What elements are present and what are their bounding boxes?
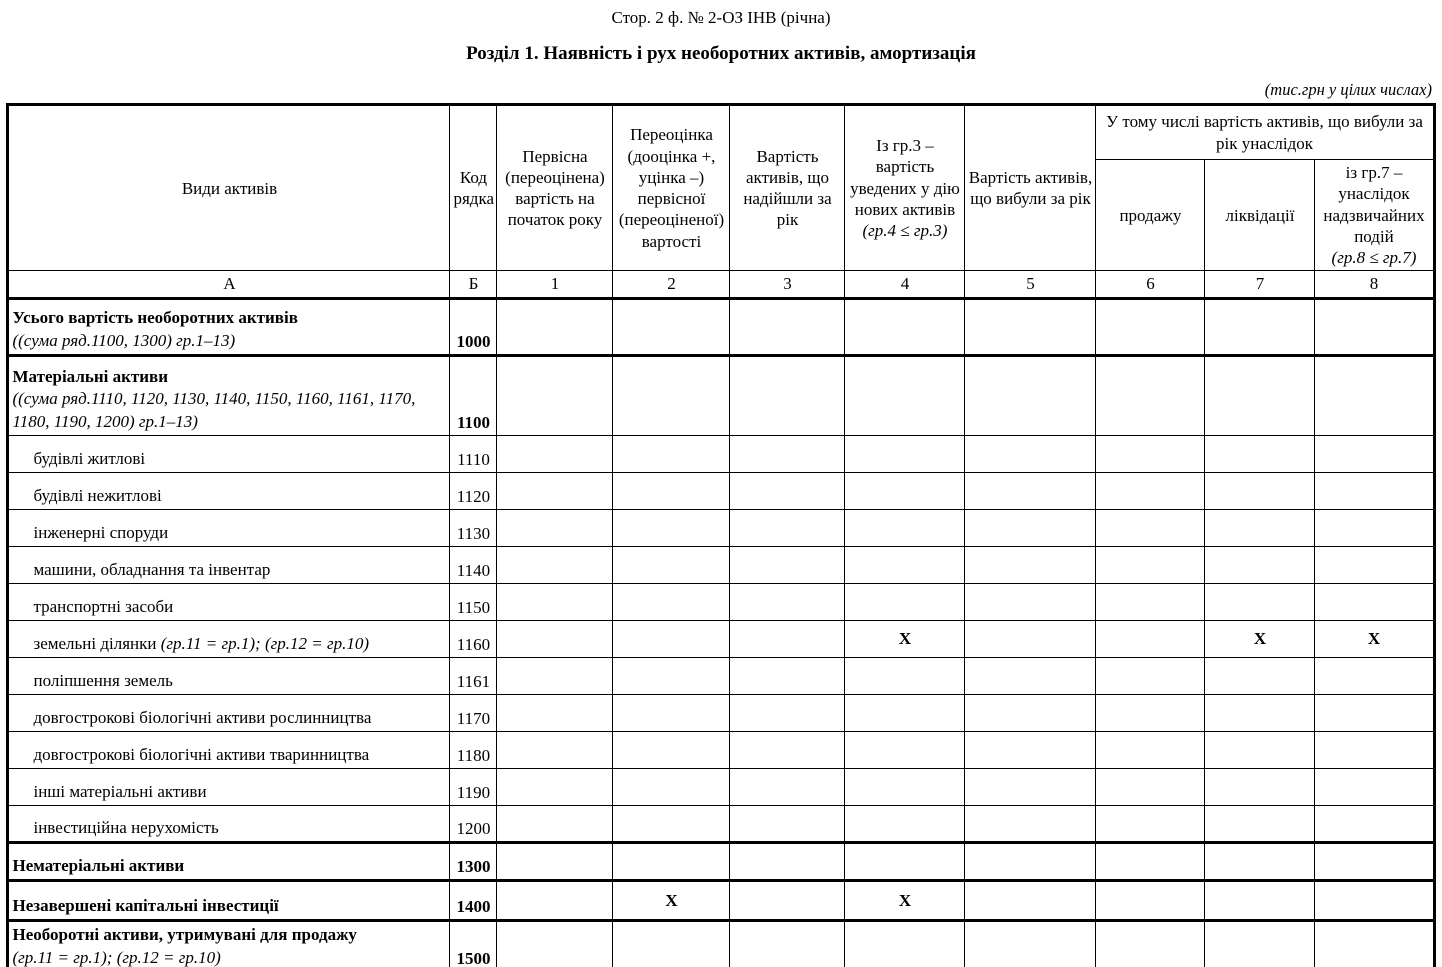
data-cell xyxy=(730,436,845,473)
data-cell xyxy=(730,356,845,436)
data-cell xyxy=(965,921,1096,967)
col-header-group-6-8: У тому числі вартість активів, що вибули за рік унаслідок xyxy=(1096,105,1434,160)
asset-title: Матеріальні активи xyxy=(12,366,169,386)
data-cell xyxy=(730,769,845,806)
asset-title: інвестиційна нерухомість xyxy=(33,817,219,837)
letter-cell-1: 1 xyxy=(497,271,613,299)
asset-title: інженерні споруди xyxy=(33,522,169,542)
asset-title: довгострокові біологічні активи рослинництва xyxy=(33,707,372,727)
data-cell xyxy=(1205,436,1315,473)
row-code: 1150 xyxy=(450,584,497,621)
data-cell xyxy=(1315,806,1434,843)
row-1160 xyxy=(8,621,1434,658)
data-cell xyxy=(965,356,1096,436)
letter-cell-5: 5 xyxy=(965,271,1096,299)
data-cell xyxy=(1315,436,1434,473)
data-cell xyxy=(965,769,1096,806)
asset-label-cell xyxy=(8,584,450,621)
col-header-types-of-assets: Види активів xyxy=(8,105,450,271)
data-cell xyxy=(1205,547,1315,584)
asset-label-cell xyxy=(8,732,450,769)
data-cell xyxy=(1096,695,1205,732)
data-cell xyxy=(1096,584,1205,621)
letter-cell-3: 3 xyxy=(730,271,845,299)
data-cell xyxy=(1205,732,1315,769)
data-cell xyxy=(613,769,730,806)
asset-title: транспортні засоби xyxy=(33,596,174,616)
header-row-top xyxy=(8,105,1434,160)
asset-title: інші матеріальні активи xyxy=(33,781,207,801)
data-cell xyxy=(1315,584,1434,621)
data-cell xyxy=(613,921,730,967)
row-1300 xyxy=(8,843,1434,881)
row-code: 1400 xyxy=(450,881,497,921)
row-code: 1200 xyxy=(450,806,497,843)
data-cell xyxy=(613,436,730,473)
asset-label-cell xyxy=(8,769,450,806)
data-cell xyxy=(613,473,730,510)
row-code: 1170 xyxy=(450,695,497,732)
col-header-4-new-assets xyxy=(845,105,965,271)
data-cell xyxy=(965,881,1096,921)
col-header-7-liquidation: ліквідації xyxy=(1205,160,1315,271)
asset-title: Незавершені капітальні інвестиції xyxy=(12,895,279,915)
data-cell xyxy=(1096,769,1205,806)
data-cell xyxy=(1096,299,1205,356)
data-cell xyxy=(730,584,845,621)
asset-title: поліпшення земель xyxy=(33,670,173,690)
data-cell xyxy=(1096,843,1205,881)
row-1150 xyxy=(8,584,1434,621)
row-1100 xyxy=(8,356,1434,436)
col-header-5-disposed: Вартість активів, що вибули за рік xyxy=(965,105,1096,271)
data-cell xyxy=(497,547,613,584)
col-header-6-sale: продажу xyxy=(1096,160,1205,271)
data-cell xyxy=(613,547,730,584)
data-cell xyxy=(1315,732,1434,769)
row-1400 xyxy=(8,881,1434,921)
data-cell xyxy=(1205,881,1315,921)
data-cell xyxy=(965,621,1096,658)
asset-label-cell xyxy=(8,299,450,356)
row-code: 1110 xyxy=(450,436,497,473)
column-letters-row xyxy=(8,271,1434,299)
row-1500 xyxy=(8,921,1434,967)
data-cell xyxy=(965,806,1096,843)
data-cell xyxy=(965,547,1096,584)
data-cell xyxy=(1315,769,1434,806)
asset-label-cell xyxy=(8,921,450,967)
data-cell xyxy=(965,843,1096,881)
data-cell xyxy=(1315,473,1434,510)
row-1180 xyxy=(8,732,1434,769)
data-cell xyxy=(613,658,730,695)
row-1130 xyxy=(8,510,1434,547)
data-cell xyxy=(1096,436,1205,473)
data-cell xyxy=(845,695,965,732)
data-cell xyxy=(845,658,965,695)
col-header-3-received: Вартість активів, що надійшли за рік xyxy=(730,105,845,271)
data-cell xyxy=(497,436,613,473)
row-code: 1130 xyxy=(450,510,497,547)
data-cell xyxy=(1096,921,1205,967)
data-cell xyxy=(613,356,730,436)
letter-cell-a: А xyxy=(8,271,450,299)
data-cell xyxy=(730,881,845,921)
data-cell xyxy=(497,621,613,658)
data-cell xyxy=(965,658,1096,695)
data-cell xyxy=(1205,584,1315,621)
letter-cell-4: 4 xyxy=(845,271,965,299)
data-cell xyxy=(965,436,1096,473)
data-cell xyxy=(845,299,965,356)
asset-title: машини, обладнання та інвентар xyxy=(33,559,271,579)
data-cell xyxy=(613,695,730,732)
data-cell xyxy=(730,695,845,732)
data-cell xyxy=(730,921,845,967)
asset-title: будівлі житлові xyxy=(33,448,146,468)
units-note: (тис.грн у цілих числах) xyxy=(1264,80,1432,99)
data-cell xyxy=(1315,299,1434,356)
data-cell xyxy=(497,806,613,843)
x-mark-cell: X xyxy=(845,881,965,921)
asset-title: Необоротні активи, утримувані для продажу xyxy=(12,925,357,945)
data-cell xyxy=(845,806,965,843)
col-header-8-text: із гр.7 – унаслідок надзвичайних подій xyxy=(1323,163,1425,246)
data-cell xyxy=(845,473,965,510)
row-1140 xyxy=(8,547,1434,584)
asset-note: (гр.11 = гр.1); (гр.12 = гр.10) xyxy=(160,633,370,653)
row-1190 xyxy=(8,769,1434,806)
data-cell xyxy=(1205,769,1315,806)
asset-label-cell xyxy=(8,436,450,473)
data-cell xyxy=(730,547,845,584)
asset-note: ((сума ряд.1110, 1120, 1130, 1140, 1150, 1160, 1161, 1170, 1180, 1190, 1200) гр.1–13) xyxy=(12,389,416,431)
data-cell xyxy=(730,510,845,547)
data-cell xyxy=(845,921,965,967)
data-cell xyxy=(1205,695,1315,732)
data-cell xyxy=(730,806,845,843)
data-cell xyxy=(1315,510,1434,547)
data-cell xyxy=(845,510,965,547)
data-cell xyxy=(845,436,965,473)
asset-note: ((сума ряд.1100, 1300) гр.1–13) xyxy=(12,330,236,350)
col-header-8-note: (гр.8 ≤ гр.7) xyxy=(1331,248,1417,267)
asset-label-cell xyxy=(8,658,450,695)
x-mark-cell: X xyxy=(1205,621,1315,658)
data-cell xyxy=(497,473,613,510)
row-code: 1140 xyxy=(450,547,497,584)
row-code: 1120 xyxy=(450,473,497,510)
data-cell xyxy=(1205,510,1315,547)
data-cell xyxy=(1096,356,1205,436)
row-code: 1161 xyxy=(450,658,497,695)
asset-label-cell xyxy=(8,356,450,436)
data-cell xyxy=(613,732,730,769)
data-cell xyxy=(1205,473,1315,510)
data-cell xyxy=(1096,621,1205,658)
data-cell xyxy=(965,732,1096,769)
row-code: 1180 xyxy=(450,732,497,769)
data-cell xyxy=(1205,299,1315,356)
letter-cell-7: 7 xyxy=(1205,271,1315,299)
data-cell xyxy=(613,806,730,843)
data-cell xyxy=(845,547,965,584)
col-header-1-initial-value: Первісна (переоцінена) вартість на початок року xyxy=(497,105,613,271)
data-cell xyxy=(1096,806,1205,843)
data-cell xyxy=(730,299,845,356)
row-code: 1300 xyxy=(450,843,497,881)
letter-cell-b: Б xyxy=(450,271,497,299)
row-1110 xyxy=(8,436,1434,473)
data-cell xyxy=(1315,356,1434,436)
asset-title: будівлі нежитлові xyxy=(33,485,162,505)
data-cell xyxy=(1096,732,1205,769)
data-cell xyxy=(1315,881,1434,921)
data-cell xyxy=(613,299,730,356)
data-cell xyxy=(1205,806,1315,843)
col-header-4-note: (гр.4 ≤ гр.3) xyxy=(862,221,948,240)
data-cell xyxy=(965,510,1096,547)
data-cell xyxy=(730,658,845,695)
data-cell xyxy=(1096,473,1205,510)
row-1000 xyxy=(8,299,1434,356)
data-cell xyxy=(1205,356,1315,436)
data-cell xyxy=(965,299,1096,356)
asset-title: Усього вартість необоротних активів xyxy=(12,308,298,328)
data-cell xyxy=(1315,921,1434,967)
asset-title: земельні ділянки xyxy=(33,633,157,653)
data-cell xyxy=(497,299,613,356)
row-1200 xyxy=(8,806,1434,843)
data-cell xyxy=(497,769,613,806)
data-cell xyxy=(845,584,965,621)
col-header-8-emergency xyxy=(1315,160,1434,271)
letter-cell-6: 6 xyxy=(1096,271,1205,299)
data-cell xyxy=(1315,658,1434,695)
data-cell xyxy=(1096,881,1205,921)
assets-table xyxy=(6,103,1435,967)
letter-cell-8: 8 xyxy=(1315,271,1434,299)
row-1120 xyxy=(8,473,1434,510)
data-cell xyxy=(1096,547,1205,584)
col-header-2-revaluation: Переоцінка (дооцінка +, уцінка –) первісної (переоціненої) вартості xyxy=(613,105,730,271)
x-mark-cell: X xyxy=(845,621,965,658)
row-code: 1100 xyxy=(450,356,497,436)
data-cell xyxy=(1096,658,1205,695)
data-cell xyxy=(497,356,613,436)
x-mark-cell: X xyxy=(613,881,730,921)
data-cell xyxy=(845,843,965,881)
data-cell xyxy=(497,510,613,547)
letter-cell-2: 2 xyxy=(613,271,730,299)
data-cell xyxy=(1205,843,1315,881)
data-cell xyxy=(497,658,613,695)
asset-label-cell xyxy=(8,806,450,843)
data-cell xyxy=(965,584,1096,621)
data-cell xyxy=(613,621,730,658)
asset-title: довгострокові біологічні активи тваринництва xyxy=(33,744,370,764)
data-cell xyxy=(1315,843,1434,881)
data-cell xyxy=(497,584,613,621)
asset-label-cell xyxy=(8,547,450,584)
col-header-row-code: Код рядка xyxy=(450,105,497,271)
data-cell xyxy=(730,621,845,658)
page-reference: Стор. 2 ф. № 2-ОЗ ІНВ (річна) xyxy=(611,8,831,27)
row-1161 xyxy=(8,658,1434,695)
data-cell xyxy=(1315,547,1434,584)
data-cell xyxy=(613,510,730,547)
x-mark-cell: X xyxy=(1315,621,1434,658)
data-cell xyxy=(613,843,730,881)
data-cell xyxy=(1205,658,1315,695)
data-cell xyxy=(730,843,845,881)
row-1170 xyxy=(8,695,1434,732)
col-header-4-text: Із гр.3 – вартість уведених у дію нових активів xyxy=(850,136,960,219)
data-cell xyxy=(1205,921,1315,967)
asset-title: Нематеріальні активи xyxy=(12,855,185,875)
row-code: 1190 xyxy=(450,769,497,806)
data-cell xyxy=(497,921,613,967)
asset-label-cell xyxy=(8,843,450,881)
row-code: 1160 xyxy=(450,621,497,658)
data-cell xyxy=(613,584,730,621)
asset-label-cell xyxy=(8,695,450,732)
data-cell xyxy=(497,843,613,881)
data-cell xyxy=(845,769,965,806)
asset-label-cell xyxy=(8,621,450,658)
data-cell xyxy=(1315,695,1434,732)
data-cell xyxy=(730,732,845,769)
asset-note: (гр.11 = гр.1); (гр.12 = гр.10) xyxy=(12,947,221,967)
data-cell xyxy=(497,732,613,769)
data-cell xyxy=(497,881,613,921)
data-cell xyxy=(497,695,613,732)
data-cell xyxy=(845,732,965,769)
data-cell xyxy=(1096,510,1205,547)
row-code: 1500 xyxy=(450,921,497,967)
asset-label-cell xyxy=(8,881,450,921)
asset-label-cell xyxy=(8,473,450,510)
data-cell xyxy=(845,356,965,436)
data-cell xyxy=(965,695,1096,732)
data-cell xyxy=(730,473,845,510)
section-title: Розділ 1. Наявність і рух необоротних активів, амортизація xyxy=(466,43,976,64)
asset-label-cell xyxy=(8,510,450,547)
row-code: 1000 xyxy=(450,299,497,356)
data-cell xyxy=(965,473,1096,510)
